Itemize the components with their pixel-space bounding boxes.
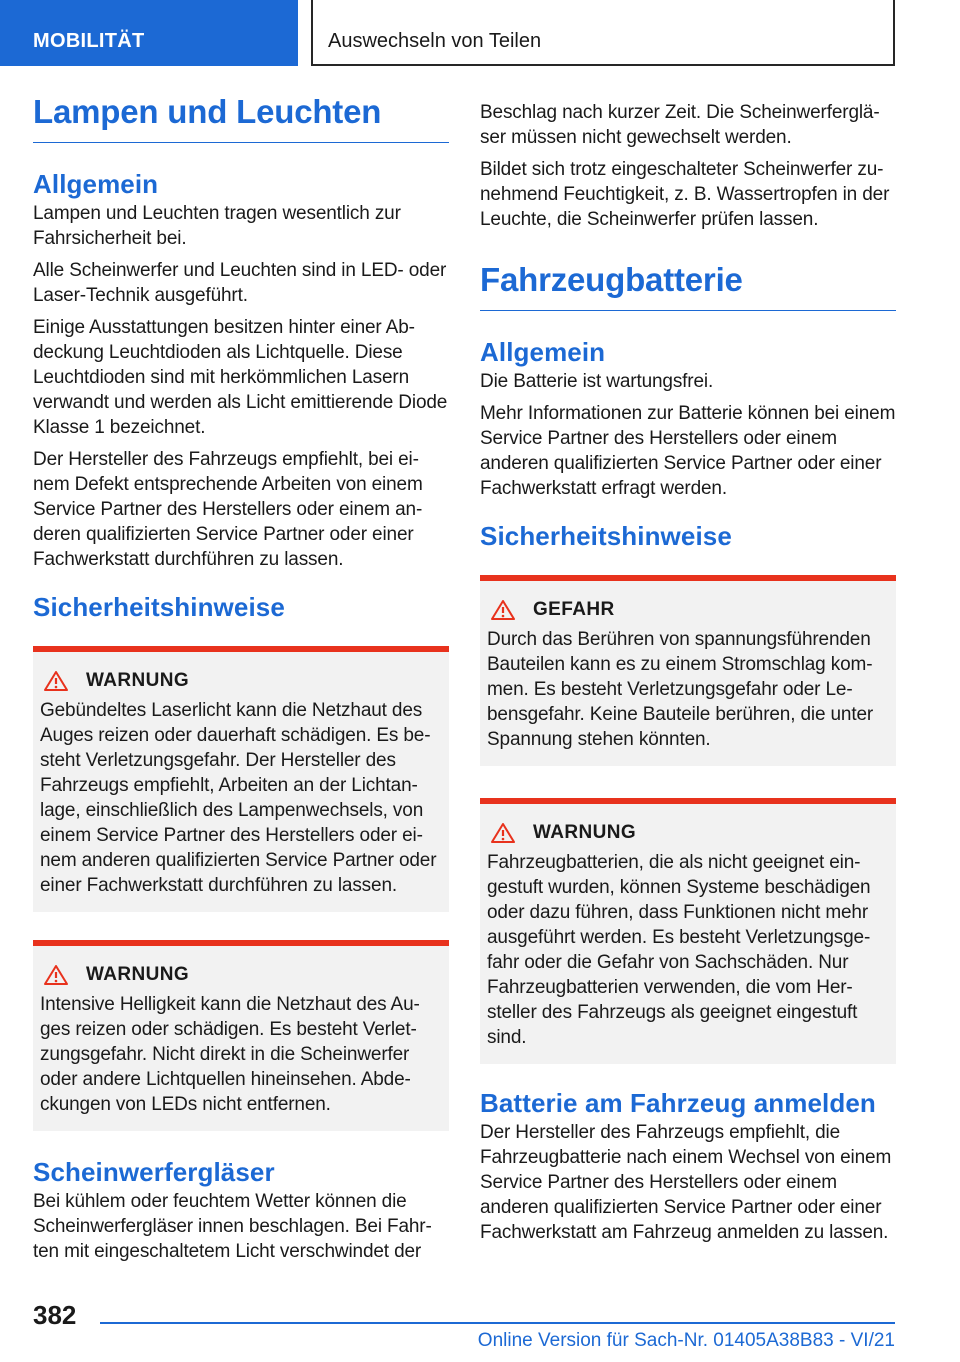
warning-label: WARNUNG — [86, 670, 190, 691]
paragraph: Einige Ausstattungen besitzen hinter einer Abdeckung Leuchtdioden als Lichtquelle. Diese Leuchtdioden sind mit herkömmlichen Lasern verwandt und werden als Licht emittierende Diode Klasse 1 bezeichnet. — [33, 317, 448, 438]
heading-headlight-glass: Scheinwerfergläser — [33, 1157, 275, 1187]
paragraph: Der Hersteller des Fahrzeugs empfiehlt, die Fahrzeugbatterie nach einem Wechsel von einem Service Partner des Herstellers oder einem anderen qualifizierten Service Partner oder einer Fachwerkstatt am Fahrzeug anmelden zu lassen. — [480, 1122, 892, 1243]
warning-box — [33, 646, 449, 912]
section-tab: MOBILITÄT — [0, 0, 298, 66]
warning-triangle-icon — [487, 822, 533, 844]
paragraph: Bildet sich trotz eingeschalteter Scheinwerfer zunehmend Feuchtigkeit, z. B. Wassertropfen in der Leuchte, die Scheinwerfer prüfen lassen. — [480, 159, 890, 230]
heading-general: Allgemein — [480, 337, 606, 367]
heading-safety: Sicherheitshinweise — [33, 592, 285, 622]
warning-label: WARNUNG — [533, 822, 637, 843]
right-column — [480, 100, 896, 1252]
heading-safety: Sicherheitshinweise — [480, 521, 732, 551]
heading-battery-registration: Batterie am Fahrzeug anmelden — [480, 1088, 876, 1118]
warning-label: WARNUNG — [86, 964, 190, 985]
heading-battery: Fahrzeugbatterie — [480, 260, 896, 311]
paragraph: Der Hersteller des Fahrzeugs empfiehlt, bei einem Defekt entsprechende Arbeiten von einem Service Partner des Herstellers oder einem anderen qualifizierten Service Partner oder einer Fachwerkstatt durchführen zu lassen. — [33, 449, 423, 570]
warning-text: Fahrzeugbatterien, die als nicht geeignet eingestuft wurden, können Systeme beschädigen oder dazu führen, dass Funktionen nicht mehr ausgeführt werden. Es besteht Verletzungsgefahr oder die Gefahr von Sachschäden. Nur Fahrzeugbatterien verwenden, die vom Hersteller des Fahrzeugs als geeignet eingestuft sind. — [487, 852, 871, 1048]
danger-text: Durch das Berühren von spannungsführenden Bauteilen kann es zu einem Stromschlag kommen. Es besteht Verletzungsgefahr oder Lebensgefahr. Keine Bauteile berühren, die unter Spannung stehen könnten. — [487, 629, 874, 750]
warning-text: Gebündeltes Laserlicht kann die Netzhaut des Auges reizen oder dauerhaft schädigen. Es besteht Verletzungsgefahr. Der Hersteller des Fahrzeugs empfiehlt, Arbeiten an der Lichtanlage, einschließlich des Lampenwechsels, von einem Service Partner des Herstellers oder einem anderen qualifizierten Service Partner oder einer Fachwerkstatt durchführen zu lassen. — [40, 700, 437, 896]
paragraph: Beschlag nach kurzer Zeit. Die Scheinwerfergläser müssen nicht gewechselt werden. — [480, 102, 880, 148]
paragraph: Mehr Informationen zur Batterie können bei einem Service Partner des Herstellers oder einem anderen qualifizierten Service Partner oder einer Fachwerkstatt erfragt werden. — [480, 403, 896, 499]
warning-triangle-icon — [40, 670, 86, 692]
paragraph: Die Batterie ist wartungsfrei. — [480, 371, 714, 392]
danger-box — [480, 575, 896, 766]
left-column — [33, 92, 449, 1271]
heading-lamps: Lampen und Leuchten — [33, 92, 449, 143]
paragraph: Lampen und Leuchten tragen wesentlich zur Fahrsicherheit bei. — [33, 203, 401, 249]
footer-divider — [100, 1322, 895, 1324]
paragraph: Alle Scheinwerfer und Leuchten sind in LED- oder Laser-Technik ausgeführt. — [33, 260, 447, 306]
danger-label: GEFAHR — [533, 599, 615, 620]
warning-triangle-icon — [487, 599, 533, 621]
heading-general: Allgemein — [33, 169, 159, 199]
page-number: 382 — [33, 1300, 77, 1330]
footer-online-version: Online Version für Sach-Nr. 01405A38B83 - VI/21 — [477, 1330, 895, 1351]
warning-box — [33, 940, 449, 1131]
warning-triangle-icon — [40, 964, 86, 986]
paragraph: Bei kühlem oder feuchtem Wetter können die Scheinwerfergläser innen beschlagen. Bei Fahrten mit eingeschaltetem Licht verschwindet der — [33, 1191, 432, 1262]
warning-box — [480, 798, 896, 1064]
warning-text: Intensive Helligkeit kann die Netzhaut des Auges reizen oder schädigen. Es besteht Verletzungsgefahr. Nicht direkt in die Scheinwerfer oder andere Lichtquellen hineinsehen. Abdeckungen von LEDs nicht entfernen. — [40, 994, 420, 1115]
chapter-title: Auswechseln von Teilen — [311, 0, 895, 66]
